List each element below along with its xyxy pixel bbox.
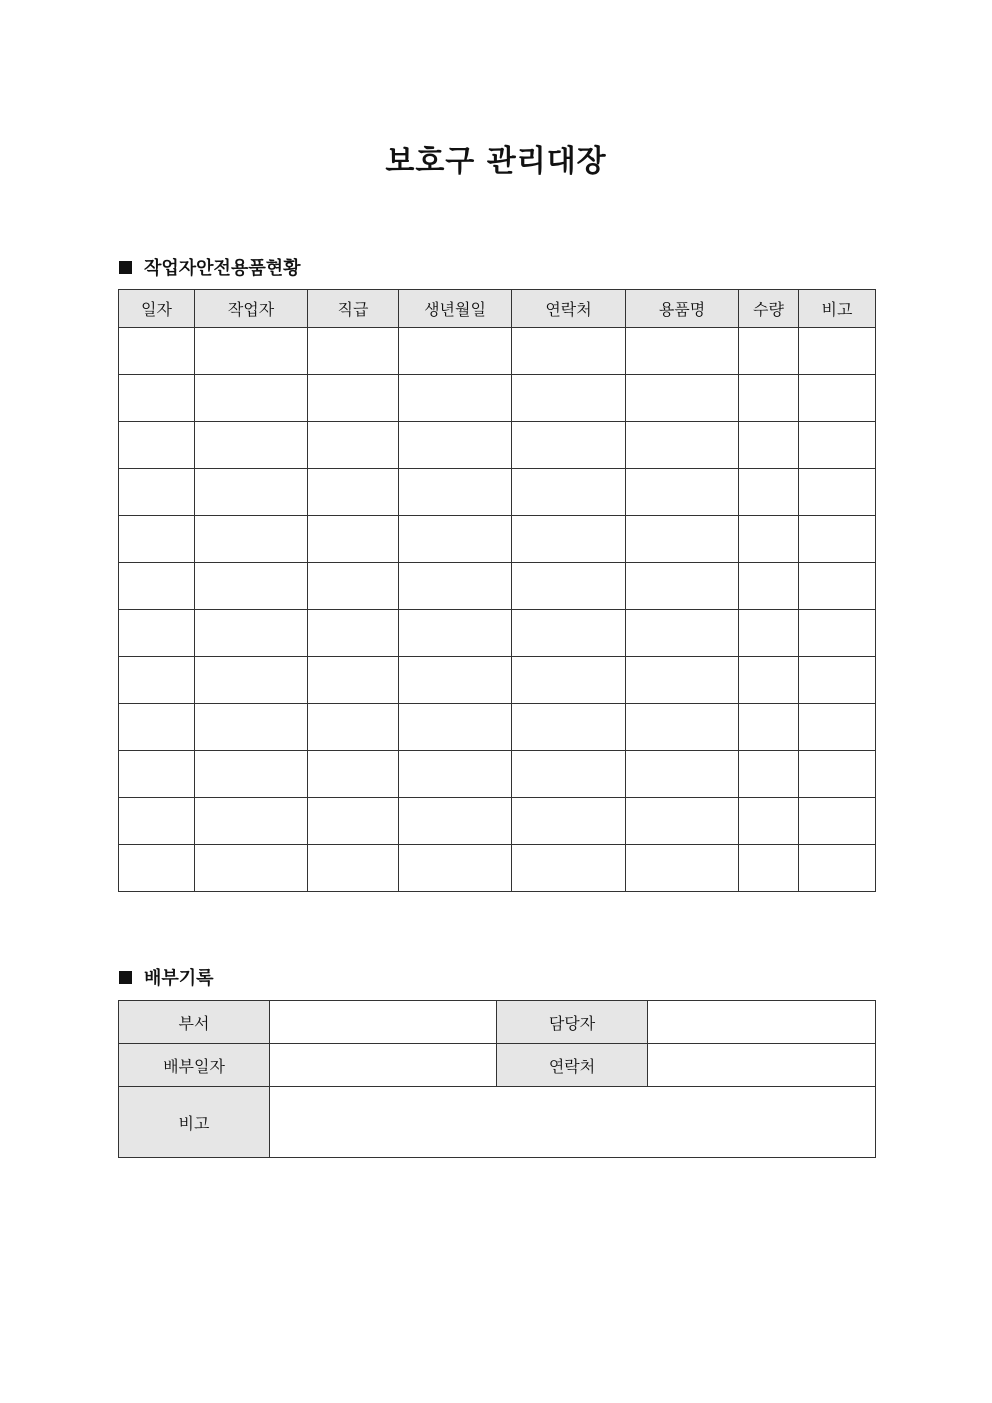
distribution-record-table (118, 1000, 876, 1158)
cell-contact[interactable] (512, 657, 626, 704)
cell-note[interactable] (799, 422, 876, 469)
table-row (119, 845, 876, 892)
table-row (119, 1087, 876, 1158)
cell-date[interactable] (119, 328, 195, 375)
note-label: 비고 (119, 1087, 270, 1158)
cell-rank[interactable] (308, 422, 399, 469)
cell-item-name[interactable] (626, 657, 739, 704)
cell-quantity[interactable] (739, 657, 799, 704)
cell-quantity[interactable] (739, 328, 799, 375)
cell-item-name[interactable] (626, 375, 739, 422)
cell-worker[interactable] (195, 469, 308, 516)
cell-contact[interactable] (512, 469, 626, 516)
cell-note[interactable] (799, 751, 876, 798)
cell-rank[interactable] (308, 563, 399, 610)
cell-contact[interactable] (512, 751, 626, 798)
cell-birthdate[interactable] (399, 845, 512, 892)
section-heading-safety-items (119, 254, 301, 280)
table-row (119, 469, 876, 516)
cell-date[interactable] (119, 422, 195, 469)
column-header-quantity: 수량 (739, 290, 799, 328)
table-row (119, 798, 876, 845)
manager-field[interactable] (648, 1001, 876, 1044)
safety-items-table (118, 289, 876, 892)
cell-quantity[interactable] (739, 610, 799, 657)
cell-contact[interactable] (512, 798, 626, 845)
table-row (119, 751, 876, 798)
page-title: 보호구 관리대장 (385, 144, 607, 179)
cell-quantity[interactable] (739, 845, 799, 892)
cell-contact[interactable] (512, 328, 626, 375)
table-header-row (119, 290, 876, 328)
cell-rank[interactable] (308, 375, 399, 422)
cell-rank[interactable] (308, 704, 399, 751)
column-header-date: 일자 (119, 290, 195, 328)
cell-quantity[interactable] (739, 375, 799, 422)
section-heading-label: 작업자안전용품현황 (144, 258, 301, 279)
cell-worker[interactable] (195, 516, 308, 563)
cell-item-name[interactable] (626, 328, 739, 375)
cell-contact[interactable] (512, 610, 626, 657)
cell-worker[interactable] (195, 751, 308, 798)
cell-birthdate[interactable] (399, 422, 512, 469)
square-bullet-icon (119, 971, 132, 984)
cell-worker[interactable] (195, 422, 308, 469)
cell-quantity[interactable] (739, 469, 799, 516)
cell-item-name[interactable] (626, 422, 739, 469)
cell-birthdate[interactable] (399, 469, 512, 516)
cell-worker[interactable] (195, 563, 308, 610)
department-field[interactable] (270, 1001, 497, 1044)
cell-date[interactable] (119, 657, 195, 704)
cell-birthdate[interactable] (399, 610, 512, 657)
cell-contact[interactable] (512, 563, 626, 610)
table-row (119, 1001, 876, 1044)
section-heading-label: 배부기록 (144, 968, 214, 989)
cell-contact[interactable] (512, 516, 626, 563)
cell-birthdate[interactable] (399, 328, 512, 375)
cell-rank[interactable] (308, 751, 399, 798)
section-heading-distribution (119, 964, 214, 990)
department-label: 부서 (119, 1001, 270, 1044)
cell-birthdate[interactable] (399, 516, 512, 563)
cell-quantity[interactable] (739, 516, 799, 563)
cell-item-name[interactable] (626, 845, 739, 892)
safety-items-body (119, 328, 876, 892)
table-row (119, 704, 876, 751)
cell-contact[interactable] (512, 422, 626, 469)
cell-note[interactable] (799, 563, 876, 610)
cell-date[interactable] (119, 845, 195, 892)
cell-worker[interactable] (195, 845, 308, 892)
cell-birthdate[interactable] (399, 657, 512, 704)
cell-note[interactable] (799, 516, 876, 563)
cell-date[interactable] (119, 375, 195, 422)
cell-quantity[interactable] (739, 704, 799, 751)
cell-note[interactable] (799, 610, 876, 657)
cell-note[interactable] (799, 704, 876, 751)
table-row (119, 563, 876, 610)
table-row (119, 516, 876, 563)
cell-quantity[interactable] (739, 751, 799, 798)
cell-note[interactable] (799, 798, 876, 845)
manager-label: 담당자 (497, 1001, 648, 1044)
cell-birthdate[interactable] (399, 704, 512, 751)
cell-rank[interactable] (308, 328, 399, 375)
cell-contact[interactable] (512, 845, 626, 892)
cell-worker[interactable] (195, 657, 308, 704)
table-row (119, 375, 876, 422)
cell-rank[interactable] (308, 657, 399, 704)
distribution-date-label: 배부일자 (119, 1044, 270, 1087)
cell-item-name[interactable] (626, 563, 739, 610)
cell-rank[interactable] (308, 516, 399, 563)
cell-worker[interactable] (195, 610, 308, 657)
cell-date[interactable] (119, 751, 195, 798)
column-header-worker: 작업자 (195, 290, 308, 328)
cell-date[interactable] (119, 516, 195, 563)
cell-note[interactable] (799, 845, 876, 892)
cell-quantity[interactable] (739, 422, 799, 469)
table-row (119, 1044, 876, 1087)
cell-birthdate[interactable] (399, 751, 512, 798)
cell-rank[interactable] (308, 610, 399, 657)
cell-note[interactable] (799, 469, 876, 516)
cell-rank[interactable] (308, 845, 399, 892)
cell-quantity[interactable] (739, 798, 799, 845)
column-header-note: 비고 (799, 290, 876, 328)
cell-contact[interactable] (512, 704, 626, 751)
cell-item-name[interactable] (626, 516, 739, 563)
cell-note[interactable] (799, 657, 876, 704)
cell-note[interactable] (799, 375, 876, 422)
table-row (119, 610, 876, 657)
cell-item-name[interactable] (626, 751, 739, 798)
cell-quantity[interactable] (739, 563, 799, 610)
cell-rank[interactable] (308, 798, 399, 845)
cell-date[interactable] (119, 610, 195, 657)
cell-date[interactable] (119, 563, 195, 610)
cell-date[interactable] (119, 798, 195, 845)
column-header-item-name: 용품명 (626, 290, 739, 328)
cell-item-name[interactable] (626, 798, 739, 845)
cell-contact[interactable] (512, 375, 626, 422)
contact-field[interactable] (648, 1044, 876, 1087)
cell-date[interactable] (119, 469, 195, 516)
distribution-date-field[interactable] (270, 1044, 497, 1087)
cell-item-name[interactable] (626, 610, 739, 657)
cell-date[interactable] (119, 704, 195, 751)
square-bullet-icon (119, 261, 132, 274)
cell-birthdate[interactable] (399, 798, 512, 845)
cell-rank[interactable] (308, 469, 399, 516)
column-header-contact: 연락처 (512, 290, 626, 328)
cell-note[interactable] (799, 328, 876, 375)
contact-label: 연락처 (497, 1044, 648, 1087)
note-field[interactable] (270, 1087, 876, 1158)
table-row (119, 657, 876, 704)
cell-worker[interactable] (195, 375, 308, 422)
cell-worker[interactable] (195, 798, 308, 845)
table-row (119, 422, 876, 469)
table-row (119, 328, 876, 375)
cell-worker[interactable] (195, 704, 308, 751)
column-header-birthdate: 생년월일 (399, 290, 512, 328)
cell-worker[interactable] (195, 328, 308, 375)
cell-item-name[interactable] (626, 704, 739, 751)
cell-birthdate[interactable] (399, 375, 512, 422)
column-header-rank: 직급 (308, 290, 399, 328)
cell-item-name[interactable] (626, 469, 739, 516)
cell-birthdate[interactable] (399, 563, 512, 610)
